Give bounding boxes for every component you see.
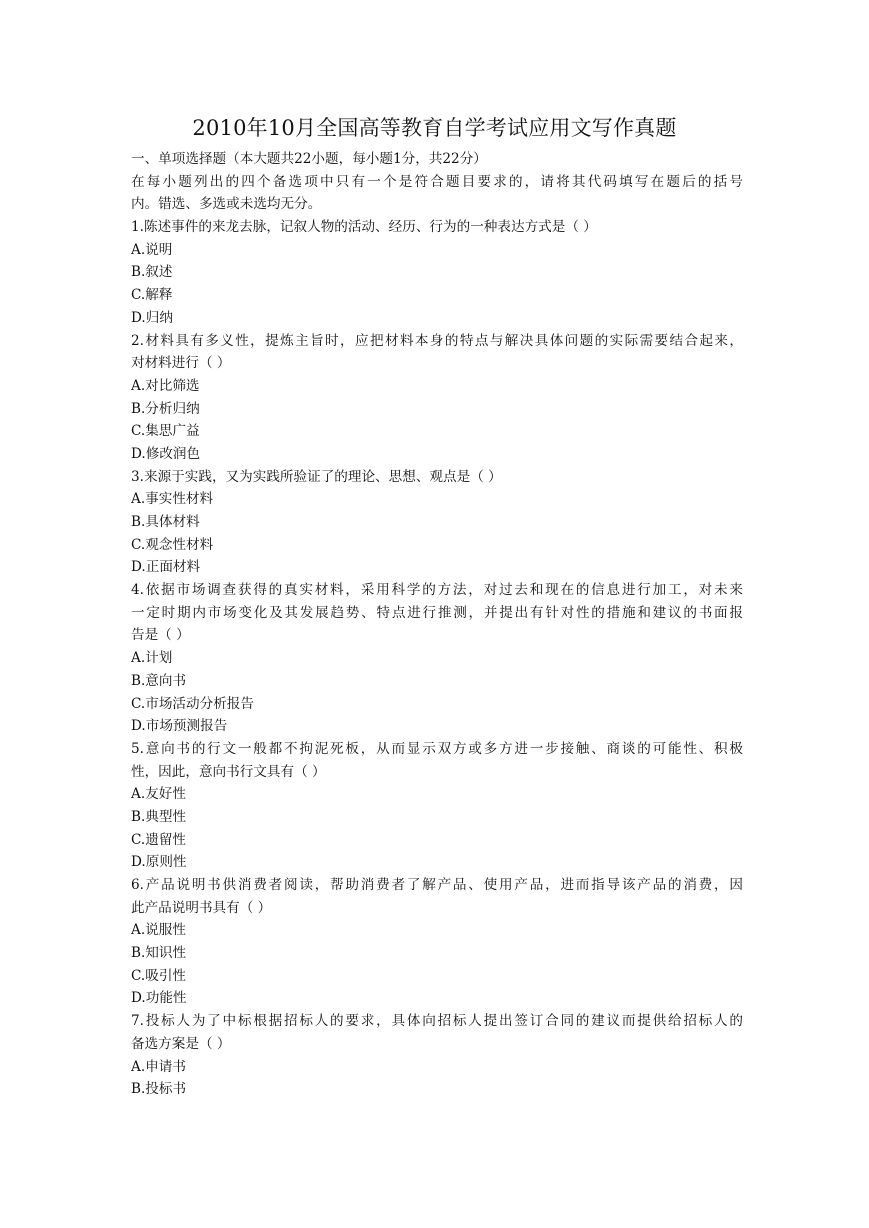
answer-option: A.说服性 [131, 922, 186, 939]
answer-option: A.友好性 [131, 786, 186, 803]
answer-option: A.计划 [131, 650, 173, 667]
answer-option: C.市场活动分析报告 [131, 695, 254, 712]
question-line: 性，因此，意向书行文具有（ ） [131, 763, 326, 780]
question-line: 对材料进行（ ） [131, 355, 231, 372]
question-line: 1.陈述事件的来龙去脉，记叙人物的活动、经历、行为的一种表达方式是（ ） [131, 219, 597, 236]
answer-option: A.申请书 [131, 1058, 186, 1075]
answer-option: B.意向书 [131, 672, 187, 689]
paragraph-line: 5.意向书的行文一般都不拘泥死板，从而显示双方或多方进一步接触、商谈的可能性、积极 [131, 740, 743, 757]
answer-option: C.解释 [131, 287, 173, 304]
question-line: 此产品说明书具有（ ） [131, 899, 272, 916]
paragraph-line: 4.依据市场调查获得的真实材料，采用科学的方法，对过去和现在的信息进行加工，对未来 [131, 582, 743, 599]
answer-option: C.遗留性 [131, 831, 187, 848]
answer-option: A.对比筛选 [131, 377, 200, 394]
answer-option: D.原则性 [131, 854, 187, 871]
answer-option: D.正面材料 [131, 559, 201, 576]
section-heading: 一、单项选择题（本大题共22小题，每小题1分，共22分） [131, 151, 487, 167]
answer-option: B.典型性 [131, 808, 187, 825]
answer-option: B.具体材料 [131, 514, 200, 530]
answer-option: C.吸引性 [131, 967, 187, 984]
document-body [131, 148, 743, 1101]
paragraph-line: 2.材料具有多义性，提炼主旨时，应把材料本身的特点与解决具体问题的实际需要结合起来， [131, 332, 743, 349]
answer-option: B.叙述 [131, 264, 173, 281]
answer-option: D.市场预测报告 [131, 718, 228, 735]
answer-option: C.集思广益 [131, 423, 200, 440]
paragraph-line: 6.产品说明书供消费者阅读，帮助消费者了解产品、使用产品，进而指导该产品的消费，因 [131, 877, 743, 893]
answer-option: D.归纳 [131, 309, 173, 326]
question-line: 告是（ ） [131, 627, 190, 644]
answer-option: B.投标书 [131, 1081, 187, 1098]
answer-option: A.说明 [131, 241, 173, 258]
question-line: 备选方案是（ ） [131, 1035, 231, 1052]
answer-option: B.分析归纳 [131, 400, 200, 417]
document-title: 2010年10月全国高等教育自学考试应用文写作真题 [192, 116, 677, 140]
answer-option: D.功能性 [131, 990, 187, 1007]
question-line: 3.来源于实践，又为实践所验证了的理论、思想、观点是（ ） [131, 468, 502, 485]
paragraph-line: 在每小题列出的四个备选项中只有一个是符合题目要求的，请将其代码填写在题后的括号 [131, 173, 743, 190]
answer-option: C.观念性材料 [131, 536, 214, 553]
answer-option: A.事实性材料 [131, 491, 214, 508]
answer-option: B.知识性 [131, 945, 187, 962]
paragraph-line: 一定时期内市场变化及其发展趋势、特点进行推测，并提出有针对性的措施和建议的书面报 [131, 604, 743, 621]
paragraph-line: 内。错选、多选或未选均无分。 [131, 196, 322, 213]
answer-option: D.修改润色 [131, 445, 201, 462]
paragraph-line: 7.投标人为了中标根据招标人的要求，具体向招标人提出签订合同的建议而提供给招标人的 [131, 1013, 743, 1030]
